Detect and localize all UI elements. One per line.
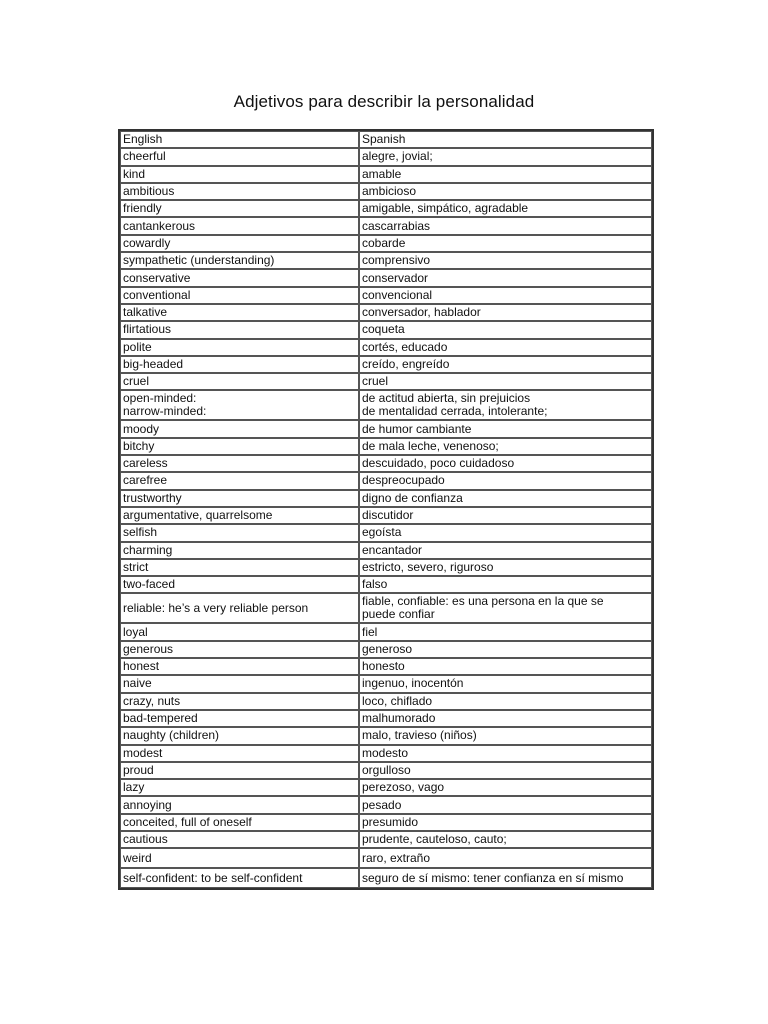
table-row (120, 762, 652, 779)
spanish-cell (359, 339, 652, 356)
english-cell-text: careless (123, 456, 168, 471)
spanish-cell-text: creído, engreído (362, 357, 450, 371)
english-cell (120, 868, 359, 888)
table-row (120, 269, 652, 286)
table-row (120, 356, 652, 373)
spanish-cell (359, 796, 652, 813)
table-row (120, 490, 652, 507)
spanish-cell-text: perezoso, vago (362, 780, 445, 795)
spanish-cell (359, 779, 652, 796)
english-cell-text: weird (123, 850, 152, 865)
english-cell (120, 455, 359, 472)
table-row (120, 373, 652, 390)
english-cell (120, 183, 359, 200)
spanish-cell (359, 868, 652, 888)
spanish-cell (359, 542, 652, 559)
english-cell (120, 321, 359, 338)
english-cell (120, 779, 359, 796)
spanish-cell-text: despreocupado (362, 473, 445, 488)
english-cell (120, 641, 359, 658)
english-cell-text: conservative (123, 270, 191, 285)
english-cell-text: self-confident: to be self-confident (123, 870, 303, 885)
spanish-cell (359, 831, 652, 848)
spanish-cell-text: comprensivo (362, 253, 431, 268)
spanish-cell-text: pesado (362, 797, 402, 812)
spanish-cell (359, 848, 652, 868)
english-cell-text: generous (123, 641, 174, 656)
spanish-cell (359, 814, 652, 831)
english-cell (120, 217, 359, 234)
english-cell-text: trustworthy (123, 490, 182, 505)
english-cell (120, 166, 359, 183)
english-cell-text: kind (123, 166, 146, 181)
spanish-cell (359, 217, 652, 234)
english-cell-text: open-minded: narrow-minded: (123, 391, 207, 419)
spanish-cell (359, 356, 652, 373)
english-cell (120, 576, 359, 593)
spanish-cell-text: de mala leche, venenoso; (362, 438, 499, 453)
table-row (120, 831, 652, 848)
table-row (120, 148, 652, 165)
spanish-cell (359, 472, 652, 489)
table-row (120, 472, 652, 489)
spanish-cell (359, 269, 652, 286)
table-row (120, 390, 652, 420)
table-row (120, 559, 652, 576)
english-cell (120, 339, 359, 356)
spanish-cell (359, 693, 652, 710)
spanish-cell (359, 287, 652, 304)
table-row (120, 814, 652, 831)
spanish-cell (359, 183, 652, 200)
spanish-cell-text: descuidado, poco cuidadoso (362, 456, 515, 471)
table-row (120, 779, 652, 796)
spanish-cell (359, 559, 652, 576)
english-cell (120, 727, 359, 744)
english-cell (120, 524, 359, 541)
spanish-cell-text: digno de confianza (362, 490, 463, 505)
english-cell-text: conventional (123, 287, 191, 302)
spanish-cell-text: cruel (362, 374, 389, 389)
spanish-cell-text: fiable, confiable: es una persona en la que se puede confiar (362, 594, 604, 622)
english-cell (120, 814, 359, 831)
english-cell-text: argumentative, quarrelsome (123, 508, 273, 523)
spanish-cell (359, 455, 652, 472)
english-cell-text: bitchy (123, 438, 155, 453)
table-row (120, 235, 652, 252)
english-cell-text: flirtatious (123, 322, 172, 337)
english-cell (120, 710, 359, 727)
spanish-cell (359, 593, 652, 623)
english-cell (120, 252, 359, 269)
english-cell-text: lazy (123, 780, 145, 795)
column-header-english: English (120, 131, 359, 148)
table-row (120, 200, 652, 217)
spanish-cell (359, 373, 652, 390)
table-row (120, 576, 652, 593)
english-cell-text: crazy, nuts (123, 693, 181, 708)
table-row (120, 848, 652, 868)
english-cell-text: talkative (123, 305, 168, 320)
spanish-cell-text: amable (362, 166, 402, 181)
english-cell-text: naughty (children) (123, 728, 220, 743)
english-cell (120, 490, 359, 507)
table-row (120, 675, 652, 692)
english-cell-text: cautious (123, 832, 168, 847)
spanish-cell-text: alegre, jovial; (362, 149, 433, 164)
spanish-cell-text: de humor cambiante (362, 421, 472, 436)
english-cell-text: sympathetic (understanding) (123, 253, 275, 268)
table-row (120, 868, 652, 888)
spanish-cell-text: orgulloso (362, 762, 411, 777)
spanish-cell-text: presumido (362, 814, 419, 829)
spanish-cell (359, 148, 652, 165)
table-row (120, 252, 652, 269)
spanish-cell-text: convencional (362, 287, 433, 302)
table-row (120, 727, 652, 744)
spanish-cell-text: honesto (362, 659, 405, 674)
english-cell-text: moody (123, 421, 160, 436)
table-row (120, 166, 652, 183)
english-cell (120, 745, 359, 762)
english-cell-text: bad-tempered (123, 711, 198, 726)
english-cell (120, 559, 359, 576)
spanish-cell (359, 235, 652, 252)
english-cell (120, 693, 359, 710)
english-cell-text: strict (123, 559, 149, 574)
english-cell (120, 623, 359, 640)
spanish-cell-text: modesto (362, 745, 409, 760)
spanish-cell-text: ingenuo, inocentón (362, 676, 464, 691)
spanish-cell-text: estricto, severo, riguroso (362, 559, 494, 574)
table-body (120, 148, 652, 888)
spanish-cell (359, 252, 652, 269)
english-cell-text: cantankerous (123, 218, 196, 233)
english-cell-text: honest (123, 659, 160, 674)
spanish-cell-text: malo, travieso (niños) (362, 728, 477, 743)
english-cell-text: naive (123, 676, 152, 691)
spanish-cell-text: conversador, hablador (362, 305, 481, 320)
spanish-cell-text: egoísta (362, 525, 402, 540)
english-cell-text: loyal (123, 624, 148, 639)
table-row (120, 217, 652, 234)
table-row (120, 524, 652, 541)
english-cell (120, 269, 359, 286)
english-cell-text: friendly (123, 201, 162, 216)
spanish-cell (359, 200, 652, 217)
english-cell (120, 593, 359, 623)
table-row (120, 455, 652, 472)
english-cell (120, 831, 359, 848)
english-cell-text: cruel (123, 374, 150, 389)
spanish-cell-text: falso (362, 577, 388, 592)
spanish-cell-text: prudente, cauteloso, cauto; (362, 832, 507, 847)
spanish-cell (359, 710, 652, 727)
spanish-cell-text: cobarde (362, 235, 406, 250)
english-cell-text: two-faced (123, 577, 176, 592)
spanish-cell-text: cascarrabias (362, 218, 431, 233)
spanish-cell-text: ambicioso (362, 184, 417, 199)
spanish-cell-text: generoso (362, 641, 413, 656)
english-cell-text: big-headed (123, 357, 184, 371)
table-row (120, 507, 652, 524)
spanish-cell-text: fiel (362, 624, 378, 639)
english-cell-text: cheerful (123, 149, 166, 164)
english-cell-text: cowardly (123, 235, 171, 250)
spanish-cell (359, 658, 652, 675)
table-row (120, 710, 652, 727)
english-cell-text: proud (123, 762, 154, 777)
spanish-cell-text: coqueta (362, 322, 405, 337)
spanish-cell (359, 762, 652, 779)
english-cell-text: polite (123, 339, 152, 354)
english-cell (120, 235, 359, 252)
table-row (120, 420, 652, 437)
spanish-cell-text: raro, extraño (362, 850, 431, 865)
spanish-cell (359, 166, 652, 183)
page-title: Adjetivos para describir la personalidad (233, 92, 535, 111)
english-cell (120, 472, 359, 489)
table-row (120, 641, 652, 658)
spanish-cell (359, 507, 652, 524)
table-row (120, 438, 652, 455)
english-cell-text: selfish (123, 525, 158, 540)
spanish-cell-text: discutidor (362, 508, 414, 523)
spanish-cell-text: malhumorado (362, 711, 436, 726)
english-cell-text: conceited, full of oneself (123, 814, 252, 829)
english-cell (120, 658, 359, 675)
english-cell (120, 356, 359, 373)
english-cell (120, 796, 359, 813)
vocabulary-table (118, 129, 654, 890)
spanish-cell-text: amigable, simpático, agradable (362, 201, 529, 216)
table-row (120, 287, 652, 304)
spanish-cell-text: conservador (362, 270, 429, 285)
spanish-cell (359, 390, 652, 420)
english-cell-text: ambitious (123, 184, 175, 199)
table-row (120, 542, 652, 559)
english-cell-text: modest (123, 745, 163, 760)
table-row (120, 693, 652, 710)
spanish-cell (359, 490, 652, 507)
english-cell (120, 390, 359, 420)
english-cell (120, 762, 359, 779)
table-row (120, 183, 652, 200)
table-row (120, 321, 652, 338)
english-cell (120, 373, 359, 390)
english-cell (120, 148, 359, 165)
spanish-cell-text: encantador (362, 542, 423, 557)
table-row (120, 623, 652, 640)
spanish-cell (359, 576, 652, 593)
table-row (120, 658, 652, 675)
spanish-cell-text: cortés, educado (362, 339, 448, 354)
spanish-cell (359, 745, 652, 762)
english-cell-text: carefree (123, 473, 168, 488)
english-cell (120, 420, 359, 437)
spanish-cell (359, 675, 652, 692)
english-cell (120, 848, 359, 868)
spanish-cell (359, 641, 652, 658)
english-cell-text: annoying (123, 797, 172, 812)
spanish-cell (359, 524, 652, 541)
english-cell (120, 287, 359, 304)
english-cell-text: charming (123, 542, 173, 557)
table-row (120, 593, 652, 623)
english-cell (120, 675, 359, 692)
english-cell (120, 542, 359, 559)
table-row (120, 339, 652, 356)
spanish-cell (359, 321, 652, 338)
spanish-cell-text: loco, chiflado (362, 693, 433, 708)
spanish-cell-text: de actitud abierta, sin prejuicios de mentalidad cerrada, intolerante; (362, 391, 548, 419)
spanish-cell-text: seguro de sí mismo: tener confianza en sí mismo (362, 870, 624, 885)
spanish-cell (359, 420, 652, 437)
spanish-cell (359, 304, 652, 321)
table-row (120, 304, 652, 321)
column-header-spanish: Spanish (359, 131, 652, 148)
english-cell (120, 200, 359, 217)
table-header-row (120, 131, 652, 148)
english-cell-text: reliable: he’s a very reliable person (123, 600, 309, 615)
table-row (120, 745, 652, 762)
spanish-cell (359, 438, 652, 455)
english-cell (120, 304, 359, 321)
english-cell (120, 507, 359, 524)
english-cell (120, 438, 359, 455)
table-row (120, 796, 652, 813)
spanish-cell (359, 623, 652, 640)
spanish-cell (359, 727, 652, 744)
